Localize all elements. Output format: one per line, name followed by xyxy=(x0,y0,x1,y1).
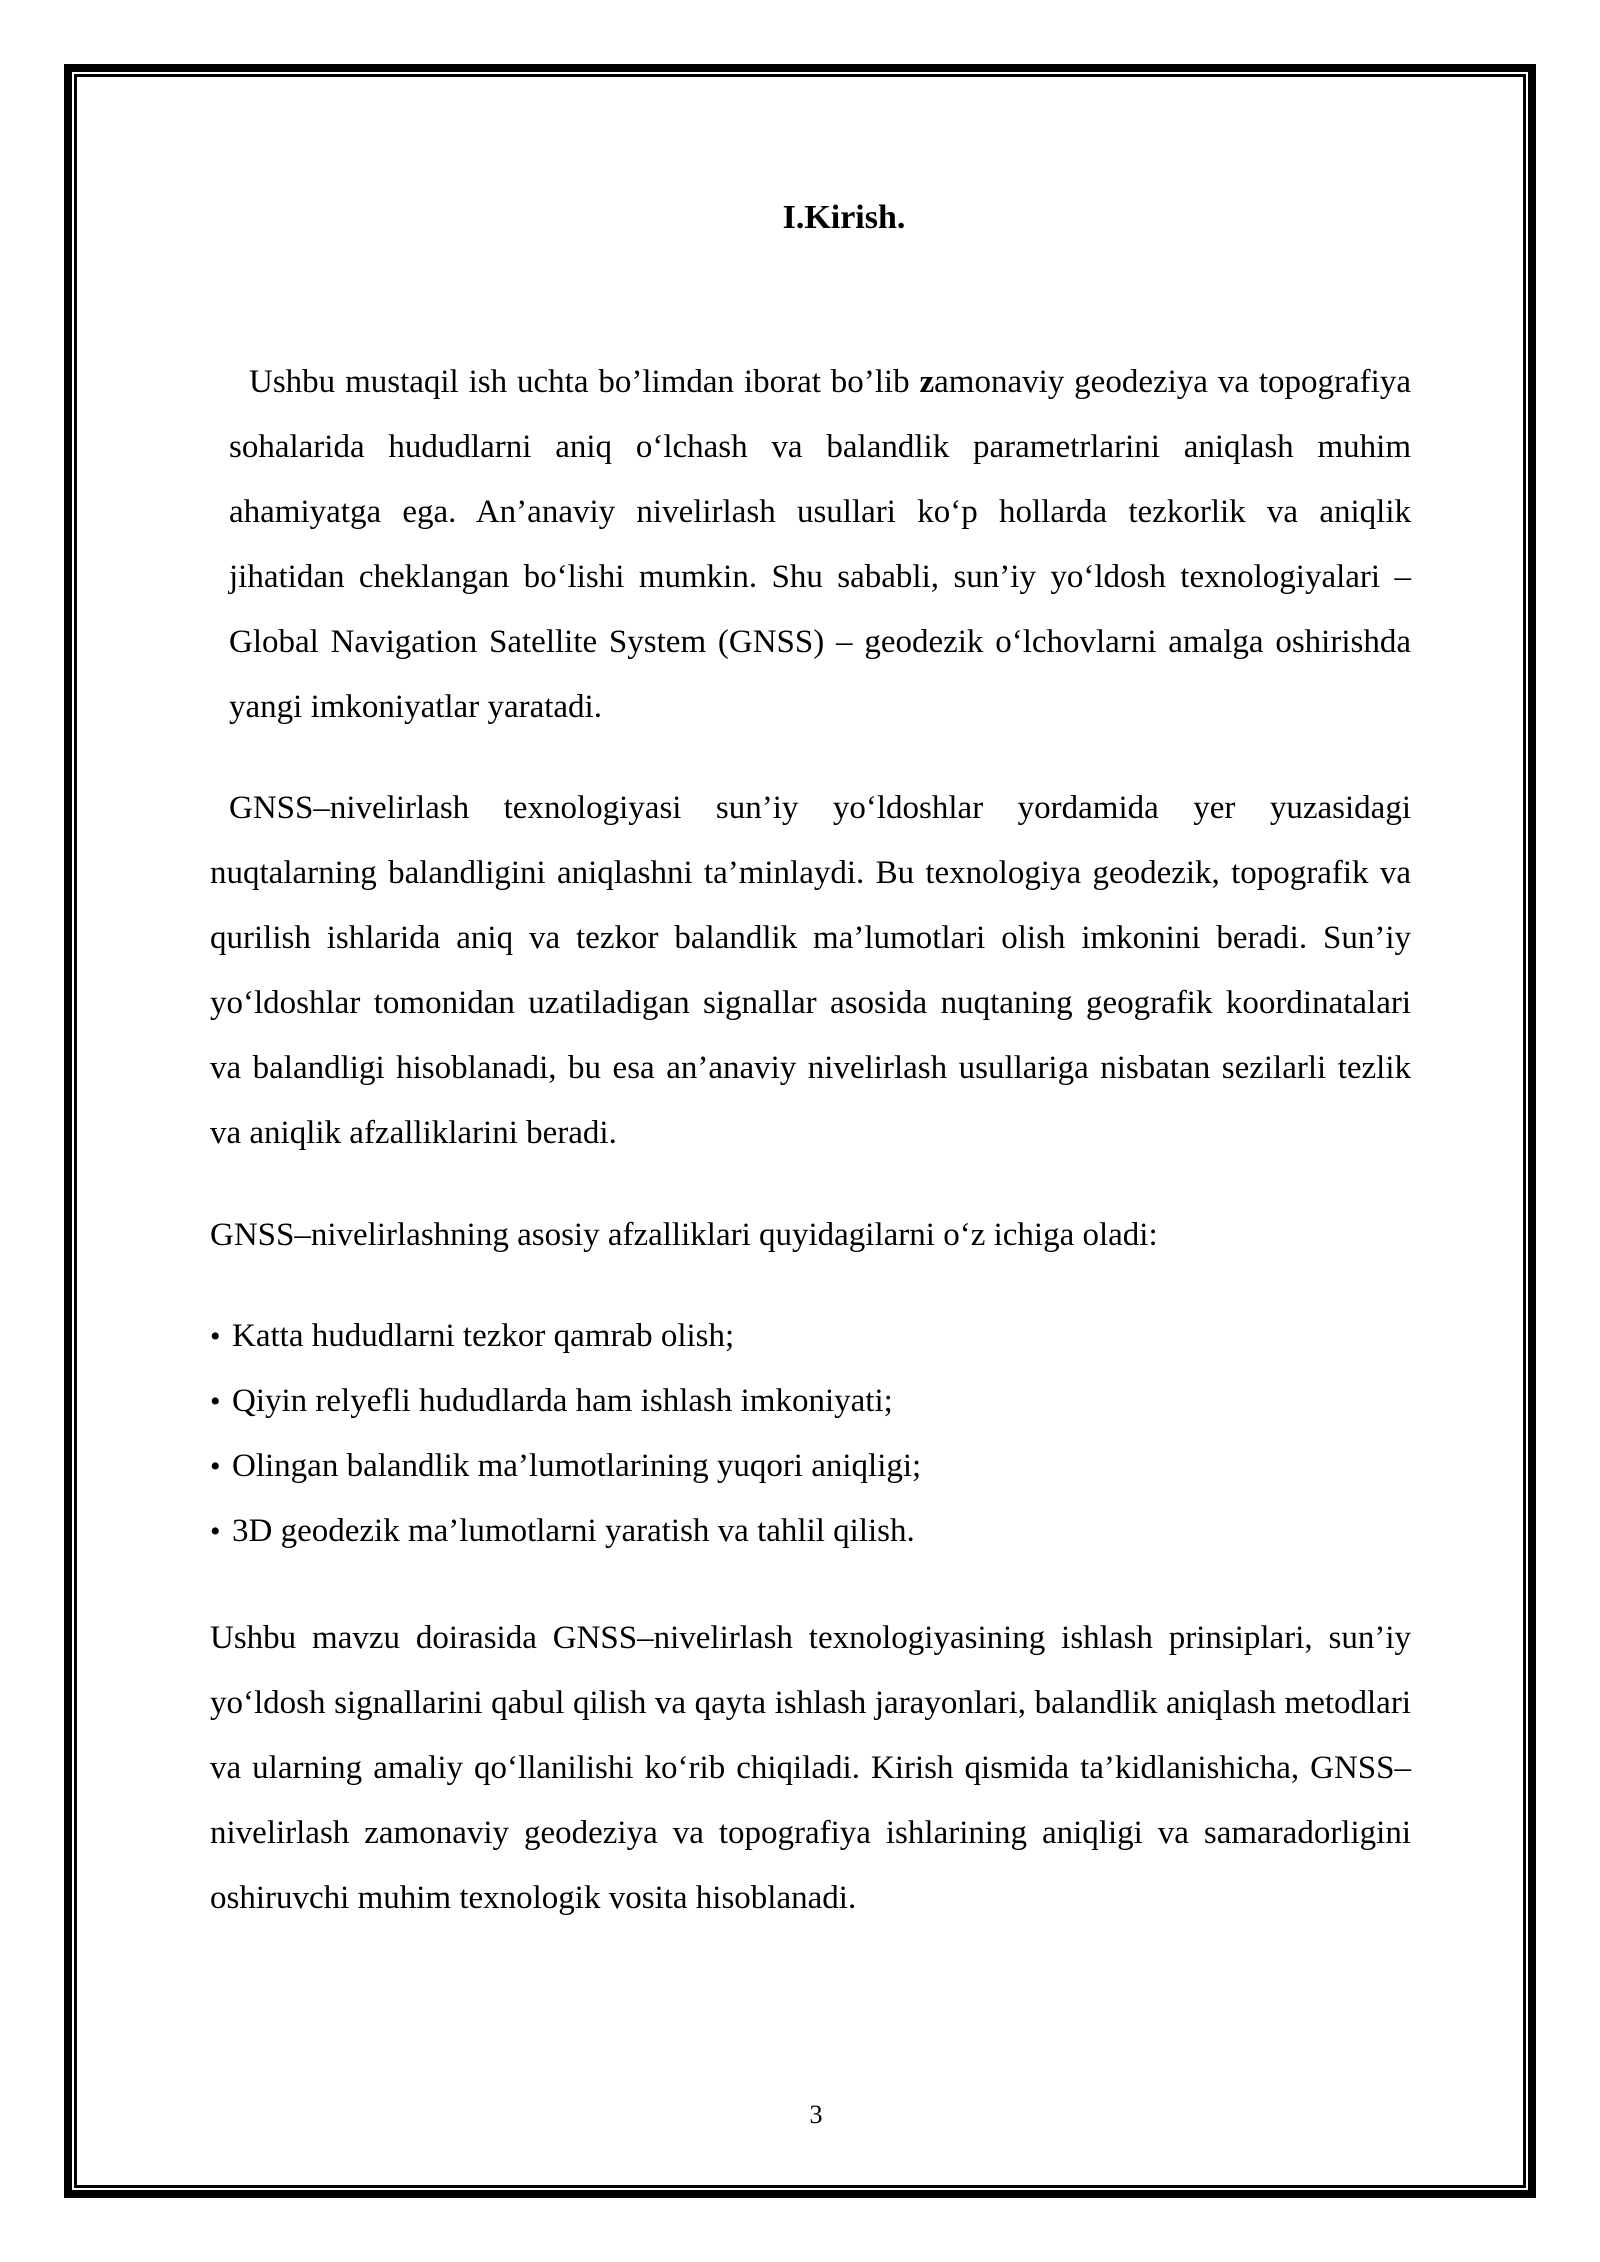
list-item-text: Olingan balandlik ma’lumotlarining yuqori aniqligi; xyxy=(232,1448,922,1484)
list-item xyxy=(210,1304,1411,1369)
bullet-icon: • xyxy=(210,1515,221,1548)
gnss-description-paragraph: GNSS–nivelirlash texnologiyasi sun’iy yo‘ldoshlar yordamida yer yuzasidagi nuqtalarning balandligini aniqlashni ta’minlaydi. Bu texnologiya geodezik, topografik va qurilish ishlarida aniq va tezkor balandlik ma’lumotlari olish imkonini beradi. Sun’iy yo‘ldoshlar tomonidan uzatiladigan signallar asosida nuqtaning geografik koordinatalari va balandligi hisoblanadi, bu esa an’anaviy nivelirlash usullariga nisbatan sezilarli tezlik va aniqlik afzalliklarini beradi. xyxy=(210,790,1411,1151)
advantages-intro-paragraph: GNSS–nivelirlashning asosiy afzalliklari quyidagilarni o‘z ichiga oladi: xyxy=(210,1217,1158,1253)
scope-paragraph: Ushbu mavzu doirasida GNSS–nivelirlash texnologiyasining ishlash prinsiplari, sun’iy yo‘ldosh signallarini qabul qilish va qayta ishlash jarayonlari, balandlik aniqlash metodlari va ularning amaliy qo‘llanilishi ko‘rib chiqiladi. Kirish qismida ta’kidlanishicha, GNSS–nivelirlash zamonaviy geodeziya va topografiya ishlarining aniqligi va samaradorligini oshiruvchi muhim texnologik vosita hisoblanadi. xyxy=(210,1620,1411,1916)
list-item-text: 3D geodezik ma’lumotlarni yaratish va tahlil qilish. xyxy=(232,1513,915,1549)
intro-paragraph-rest: amonaviy geodeziya va topografiya sohalarida hududlarni aniq o‘lchash va balandlik parametrlarini aniqlash muhim ahamiyatga ega. An’anaviy nivelirlash usullari ko‘p hollarda tezkorlik va aniqlik jihatidan cheklangan bo‘lishi mumkin. Shu sababli, sun’iy yo‘ldosh texnologiyalari – Global Navigation Satellite System (GNSS) – geodezik o‘lchovlarni amalga oshirishda yangi imkoniyatlar yaratadi. xyxy=(229,364,1411,725)
page-number: 3 xyxy=(809,2100,823,2129)
advantages-list xyxy=(210,1304,1411,1564)
section-title: I.Kirish. xyxy=(782,199,906,236)
intro-paragraph-bold-letter: z xyxy=(919,364,935,400)
bullet-icon: • xyxy=(210,1320,221,1353)
intro-paragraph-lead: Ushbu mustaqil ish uchta bo’limdan iborat bo’lib xyxy=(249,364,920,400)
list-item xyxy=(210,1434,1411,1499)
bullet-icon: • xyxy=(210,1450,221,1483)
bullet-icon: • xyxy=(210,1385,221,1418)
list-item-text: Katta hududlarni tezkor qamrab olish; xyxy=(232,1318,735,1354)
list-item-text: Qiyin relyefli hududlarda ham ishlash imkoniyati; xyxy=(232,1383,893,1419)
list-item xyxy=(210,1369,1411,1434)
intro-paragraph xyxy=(229,350,1411,740)
list-item xyxy=(210,1499,1411,1564)
